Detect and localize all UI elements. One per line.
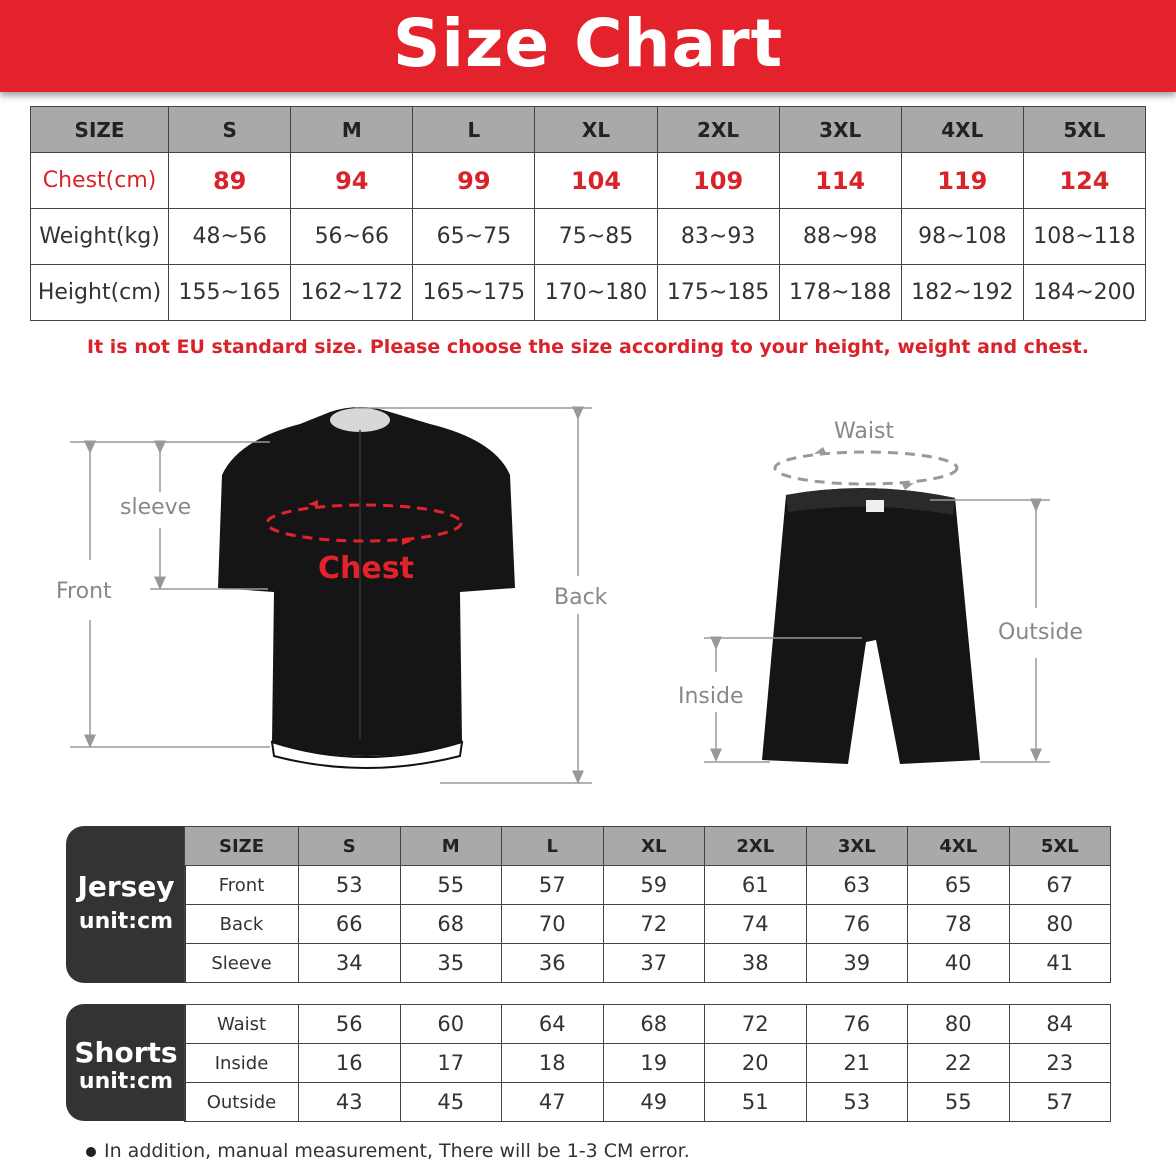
table-cell: 67 — [1009, 866, 1111, 905]
table-cell: 170~180 — [535, 265, 657, 321]
table-cell: 19 — [603, 1044, 705, 1083]
waist-label: Waist — [834, 419, 895, 444]
front-label: Front — [56, 579, 112, 604]
chest-label: Chest — [318, 551, 414, 586]
table-cell: 36 — [502, 944, 604, 983]
table-cell: 66 — [299, 905, 401, 944]
header-cell: L — [502, 827, 604, 866]
row-label: Chest(cm) — [31, 153, 169, 209]
jersey-group-label — [66, 826, 186, 983]
table-header-row — [31, 107, 1146, 153]
table-cell: 109 — [657, 153, 779, 209]
row-label: Back — [185, 905, 299, 944]
back-label: Back — [554, 585, 608, 610]
table-cell: 88~98 — [779, 209, 901, 265]
table-cell: 51 — [705, 1083, 807, 1122]
table-cell: 56~66 — [291, 209, 413, 265]
header-cell: L — [413, 107, 535, 153]
table-row-weight — [31, 209, 1146, 265]
jersey-illustration — [218, 407, 515, 768]
table-cell: 182~192 — [901, 265, 1023, 321]
header-cell: 2XL — [705, 827, 807, 866]
measurement-diagram — [0, 380, 1176, 820]
row-label: Waist — [185, 1005, 299, 1044]
shorts-group-name: Shorts — [74, 1036, 178, 1069]
table-cell: 57 — [1009, 1083, 1111, 1122]
bullet-icon — [86, 1147, 96, 1157]
row-label: Outside — [185, 1083, 299, 1122]
table-cell: 18 — [502, 1044, 604, 1083]
table-cell: 39 — [806, 944, 908, 983]
waist-measure — [775, 447, 957, 490]
jersey-size-table — [184, 826, 1111, 983]
table-row-chest — [31, 153, 1146, 209]
table-cell: 108~118 — [1023, 209, 1145, 265]
header-cell: 5XL — [1009, 827, 1111, 866]
table-row — [185, 1083, 1111, 1122]
table-cell: 53 — [806, 1083, 908, 1122]
sleeve-label: sleeve — [120, 495, 192, 520]
page-title: Size Chart — [392, 5, 784, 82]
table-cell: 63 — [806, 866, 908, 905]
shorts-size-table — [184, 1004, 1111, 1122]
table-cell: 70 — [502, 905, 604, 944]
table-cell: 43 — [299, 1083, 401, 1122]
header-cell: 3XL — [806, 827, 908, 866]
table-cell: 68 — [603, 1005, 705, 1044]
table-cell: 53 — [299, 866, 401, 905]
table-cell: 124 — [1023, 153, 1145, 209]
table-cell: 45 — [400, 1083, 502, 1122]
table-cell: 162~172 — [291, 265, 413, 321]
row-label: Sleeve — [185, 944, 299, 983]
table-cell: 165~175 — [413, 265, 535, 321]
table-cell: 104 — [535, 153, 657, 209]
header-cell: S — [299, 827, 401, 866]
table-cell: 65~75 — [413, 209, 535, 265]
table-cell: 17 — [400, 1044, 502, 1083]
row-label: Inside — [185, 1044, 299, 1083]
table-cell: 59 — [603, 866, 705, 905]
table-row — [185, 905, 1111, 944]
header-cell: 4XL — [901, 107, 1023, 153]
table-cell: 72 — [603, 905, 705, 944]
size-table — [30, 106, 1146, 321]
title-banner — [0, 0, 1176, 92]
header-cell: M — [291, 107, 413, 153]
table-cell: 55 — [400, 866, 502, 905]
table-row — [185, 944, 1111, 983]
table-cell: 20 — [705, 1044, 807, 1083]
table-cell: 84 — [1009, 1005, 1111, 1044]
table-cell: 41 — [1009, 944, 1111, 983]
table-cell: 89 — [169, 153, 291, 209]
table-cell: 155~165 — [169, 265, 291, 321]
inside-label: Inside — [678, 684, 744, 709]
table-cell: 40 — [908, 944, 1010, 983]
table-cell: 34 — [299, 944, 401, 983]
table-cell: 178~188 — [779, 265, 901, 321]
table-row — [185, 866, 1111, 905]
jersey-group-name: Jersey — [77, 870, 175, 903]
table-cell: 83~93 — [657, 209, 779, 265]
table-cell: 78 — [908, 905, 1010, 944]
table-cell: 99 — [413, 153, 535, 209]
table-cell: 35 — [400, 944, 502, 983]
shorts-unit: unit:cm — [78, 1069, 174, 1094]
table-cell: 98~108 — [901, 209, 1023, 265]
table-cell: 72 — [705, 1005, 807, 1044]
row-label: Front — [185, 866, 299, 905]
table-row — [185, 1005, 1111, 1044]
table-cell: 76 — [806, 1005, 908, 1044]
shorts-group-label — [66, 1004, 186, 1121]
table-cell: 16 — [299, 1044, 401, 1083]
table-cell: 56 — [299, 1005, 401, 1044]
table-cell: 47 — [502, 1083, 604, 1122]
table-cell: 75~85 — [535, 209, 657, 265]
table-cell: 61 — [705, 866, 807, 905]
table-row-height — [31, 265, 1146, 321]
table-cell: 37 — [603, 944, 705, 983]
table-cell: 55 — [908, 1083, 1010, 1122]
table-cell: 57 — [502, 866, 604, 905]
table-cell: 49 — [603, 1083, 705, 1122]
row-label: Height(cm) — [31, 265, 169, 321]
table-cell: 21 — [806, 1044, 908, 1083]
table-cell: 119 — [901, 153, 1023, 209]
shorts-illustration — [762, 488, 980, 764]
table-cell: 74 — [705, 905, 807, 944]
header-cell: S — [169, 107, 291, 153]
table-cell: 175~185 — [657, 265, 779, 321]
table-cell: 114 — [779, 153, 901, 209]
size-note: It is not EU standard size. Please choose the size according to your height, weight and chest. — [87, 336, 1089, 358]
header-cell: 4XL — [908, 827, 1010, 866]
table-header-row — [185, 827, 1111, 866]
table-cell: 94 — [291, 153, 413, 209]
table-cell: 68 — [400, 905, 502, 944]
table-cell: 48~56 — [169, 209, 291, 265]
table-row — [185, 1044, 1111, 1083]
table-cell: 38 — [705, 944, 807, 983]
footer-text: In addition, manual measurement, There will be 1-3 CM error. — [104, 1140, 690, 1162]
header-cell: M — [400, 827, 502, 866]
table-cell: 64 — [502, 1005, 604, 1044]
footer-note — [86, 1140, 690, 1162]
header-cell: SIZE — [185, 827, 299, 866]
table-cell: 76 — [806, 905, 908, 944]
table-cell: 184~200 — [1023, 265, 1145, 321]
table-cell: 80 — [1009, 905, 1111, 944]
table-cell: 65 — [908, 866, 1010, 905]
table-cell: 80 — [908, 1005, 1010, 1044]
table-cell: 60 — [400, 1005, 502, 1044]
header-cell: 2XL — [657, 107, 779, 153]
header-cell: 3XL — [779, 107, 901, 153]
table-cell: 22 — [908, 1044, 1010, 1083]
header-cell: XL — [603, 827, 705, 866]
header-cell: 5XL — [1023, 107, 1145, 153]
header-cell: XL — [535, 107, 657, 153]
table-cell: 23 — [1009, 1044, 1111, 1083]
header-cell: SIZE — [31, 107, 169, 153]
jersey-unit: unit:cm — [78, 909, 174, 934]
row-label: Weight(kg) — [31, 209, 169, 265]
outside-label: Outside — [998, 620, 1083, 645]
